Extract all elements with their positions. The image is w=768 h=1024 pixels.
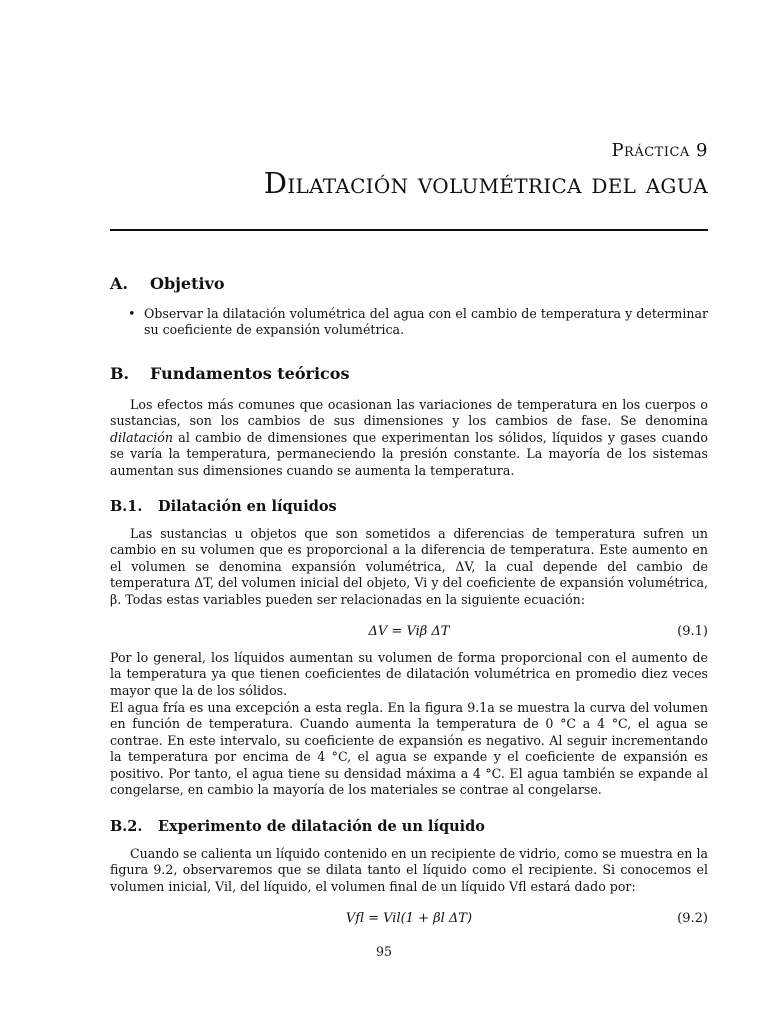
- section-b-title: Fundamentos teóricos: [150, 364, 350, 383]
- section-a-number: A.: [110, 274, 128, 293]
- section-b1-heading: [110, 498, 337, 515]
- equation-9-1-tag: (9.1): [677, 624, 708, 639]
- section-b2-title: Experimento de dilatación de un líquido: [158, 818, 485, 835]
- section-a-heading: [110, 274, 225, 293]
- equation-9-2-math: Vfl = Vil(1 + βl ΔT): [345, 911, 473, 926]
- equation-9-2-tag: (9.2): [677, 911, 708, 926]
- section-b-para-part2: al cambio de dimensiones que experimentan los sólidos, líquidos y gases cuando se varía la temperatura, permaneciendo la presión constante. La mayoría de los sistemas aumentan sus dimensiones cuando se aumenta la temperatura.: [110, 429, 708, 478]
- objective-bullet: [130, 306, 708, 339]
- page-number: 95: [375, 944, 393, 959]
- section-b2-paragraph-1: Cuando se calienta un líquido contenido en un recipiente de vidrio, como se muestra en la figura 9.2, observaremos que se dilata tanto el líquido como el recipiente. Si conocemos el volumen inicial, Vil, del líquido, el volumen final de un líquido Vfl estará dado por:: [110, 846, 708, 894]
- section-b-number: B.: [110, 364, 130, 383]
- chapter-title: Dilatación volumétrica del agua: [263, 166, 708, 200]
- title-rule: [110, 229, 708, 231]
- section-b-term: dilatación: [110, 429, 173, 445]
- equation-9-1-math: ΔV = Viβ ΔT: [368, 624, 450, 639]
- section-a-title: Objetivo: [150, 274, 225, 293]
- section-b1-number: B.1.: [110, 498, 143, 515]
- section-b2-number: B.2.: [110, 818, 143, 835]
- bullet-icon: •: [128, 306, 136, 321]
- equation-9-2: [110, 911, 708, 929]
- section-b2-heading: [110, 818, 485, 835]
- section-b1-paragraph-1: Las sustancias u objetos que son sometidos a diferencias de temperatura sufren un cambio en su volumen que es proporcional a la diferencia de temperatura. Este aumento en el volumen se denomina expansión volumétrica, ΔV, la cual depende del cambio de temperatura ΔT, del volumen inicial del objeto, Vi y del coeficiente de expansión volumétrica, β. Todas estas variables pueden ser relacionadas en la siguiente ecuación:: [110, 526, 708, 607]
- section-b-para-part1: Los efectos más comunes que ocasionan las variaciones de temperatura en los cuerpos o sustancias, son los cambios de sus dimensiones y los cambios de fase. Se denomina: [110, 397, 708, 429]
- section-b-paragraph: [110, 397, 708, 479]
- chapter-label: Práctica 9: [611, 140, 708, 161]
- section-b1-paragraph-3: El agua fría es una excepción a esta regla. En la figura 9.1a se muestra la curva del volumen en función de temperatura. Cuando aumenta la temperatura de 0 °C a 4 °C, el agua se contrae. En este intervalo, su coeficiente de expansión es negativo. Al seguir incrementando la temperatura por encima de 4 °C, el agua se expande y el coeficiente de expansión es positivo. Por tanto, el agua tiene su densidad máxima a 4 °C. El agua también se expande al congelarse, en cambio la mayoría de los materiales se contrae al congelarse.: [110, 700, 708, 798]
- equation-9-1: [110, 624, 708, 642]
- section-b1-title: Dilatación en líquidos: [158, 498, 337, 515]
- section-b-heading: [110, 364, 349, 383]
- objective-text: Observar la dilatación volumétrica del agua con el cambio de temperatura y determinar su coeficiente de expansión volumétrica.: [144, 306, 708, 338]
- section-b1-paragraph-2: Por lo general, los líquidos aumentan su volumen de forma proporcional con el aumento de la temperatura ya que tienen coeficientes de dilatación volumétrica en promedio diez veces mayor que la de los sólidos.: [110, 650, 708, 698]
